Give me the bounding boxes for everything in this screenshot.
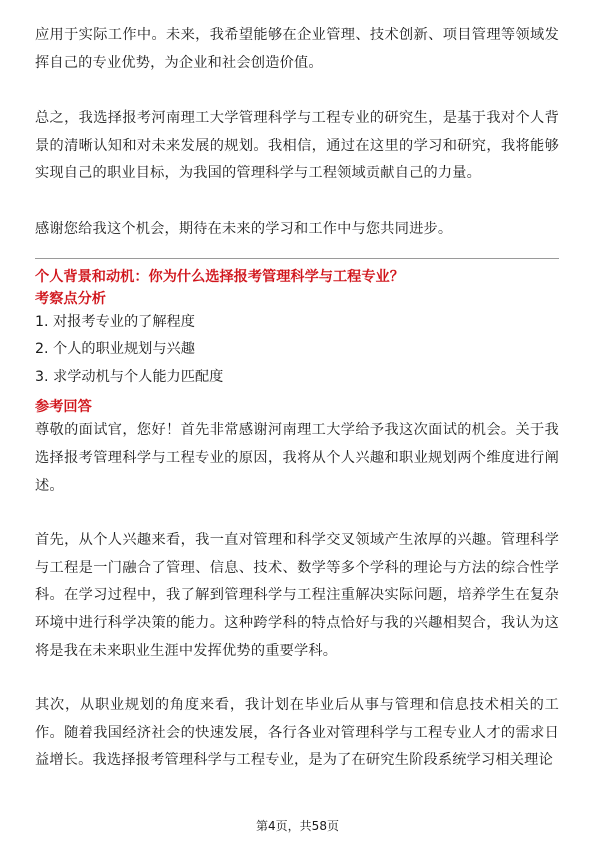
analysis-points: [35, 309, 559, 392]
analysis-point-1: 1. 对报考专业的了解程度: [35, 313, 195, 330]
spacer: [35, 188, 559, 216]
intro-paragraph-2: 总之，我选择报考河南理工大学管理科学与工程专业的研究生，是基于我对个人背景的清晰认知和对未来发展的规划。我相信，通过在这里的学习和研究，我将能够实现自己的职业目标，为我国的管理科学与工程领域贡献自己的力量。: [35, 110, 559, 182]
section-divider: [35, 258, 559, 259]
answer-paragraph-2: 首先，从个人兴趣来看，我一直对管理和科学交叉领域产生浓厚的兴趣。管理科学与工程是一门融合了管理、信息、技术、数学等多个学科的理论与方法的综合性学科。在学习过程中，我了解到管理科学与工程注重解决实际问题，培养学生在复杂环境中进行科学决策的能力。这种跨学科的特点恰好与我的兴趣相契合，我认为这将是我在未来职业生涯中发挥优势的重要学科。: [35, 532, 559, 659]
analysis-point-3: 3. 求学动机与个人能力匹配度: [35, 368, 224, 385]
analysis-point-2: 2. 个人的职业规划与兴趣: [35, 341, 195, 358]
intro-paragraph-3: 感谢您给我这个机会，期待在未来的学习和工作中与您共同进步。: [35, 220, 453, 237]
spacer: [35, 665, 559, 692]
page-number: 第4页，共58页: [256, 819, 339, 833]
spacer: [35, 500, 559, 527]
answer-label: 参考回答: [35, 399, 92, 416]
spacer: [35, 77, 559, 105]
document-page: [35, 22, 559, 775]
answer-paragraph-1: 尊敬的面试官，您好！首先非常感谢河南理工大学给予我这次面试的机会。关于我选择报考管理科学与工程专业的原因，我将从个人兴趣和职业规划两个维度进行阐述。: [35, 422, 559, 494]
answer-paragraph-3: 其次，从职业规划的角度来看，我计划在毕业后从事与管理和信息技术相关的工作。随着我国经济社会的快速发展，各行各业对管理科学与工程专业人才的需求日益增长。我选择报考管理科学与工程专业，是为了在研究生阶段系统学习相关理论: [35, 697, 559, 769]
question-title: 个人背景和动机：你为什么选择报考管理科学与工程专业？: [35, 268, 404, 285]
intro-paragraph-1: 应用于实际工作中。未来，我希望能够在企业管理、技术创新、项目管理等领域发挥自己的专业优势，为企业和社会创造价值。: [35, 27, 559, 71]
analysis-label: 考察点分析: [35, 290, 106, 307]
